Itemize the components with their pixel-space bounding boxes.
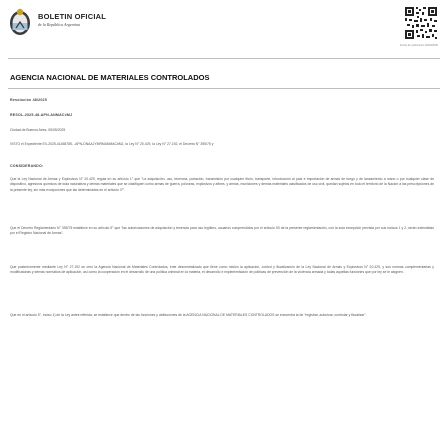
visto-paragraph: VISTO el Expediente EX-2025-41458785- -APN-DNAAJYMRMANMAC#MJ, la Ley N° 20.429, la Ley N° 27.192, el Decreto N° 395/75 y	[10, 142, 214, 146]
qr-caption: Fecha de publicación 00/00/0000	[399, 44, 438, 47]
considerando-label: CONSIDERANDO:	[10, 164, 44, 168]
resolution-number: Resolución 48/2025	[10, 98, 47, 102]
coat-of-arms-icon	[8, 8, 32, 36]
considerando-paragraph-2: Que el Decreto Reglamentario N° 395/75 establece en su artículo 5° que "las autorizaciones de adquisición y tenencia para uso legítimo, usuarios comprendidos por el artículo 53 de la presente reglamentación, con la sola excepción prevista por sus incisos 1 y 2, serán extendidas por el Registro Nacional de Armas".	[10, 226, 434, 236]
considerando-paragraph-4: Que en el artículo 5°, inciso 1) de la Ley antes referida, se establece que dentro de las funciones y atribuciones de la AGENCIA NACIONAL DE MATERIALES CONTROLADOS se encuentra la de "registrar, autorizar, controlar y fiscalizar".	[10, 313, 367, 317]
title-divider	[8, 88, 440, 89]
agency-title: AGENCIA NACIONAL DE MATERIALES CONTROLADOS	[10, 73, 210, 82]
qr-code-icon	[404, 6, 438, 40]
header-divider	[8, 58, 440, 59]
considerando-paragraph-3: Que posteriormente mediante Ley N° 27.192 se creó la Agencia Nacional de Materiales Controlados, ente descentralizado que tiene como misión la aplicación, control y fiscalización de la Ley Nacional de Armas y Explosivos N° 20.429, y sus normas complementarias y modificatorias y demás normativa de aplicación, así como la cooperación en el desarrollo de una política criminal en la materia, el desarrollo e implementación de políticas de prevención de la violencia armada y todas aquellas funciones que por ley se le asignen.	[10, 265, 434, 275]
brand-title: BOLETIN OFICIAL	[38, 12, 106, 21]
resolution-reference: RESOL-2025-48-APN-ANMAC#MJ	[10, 113, 73, 117]
place-date: Ciudad de Buenos Aires, 05/05/2025	[10, 128, 66, 132]
bulletin-header	[0, 0, 448, 58]
brand-subtitle: de la República Argentina	[38, 22, 80, 27]
considerando-paragraph-1: Que la Ley Nacional de Armas y Explosivos N° 20.429, regula en su artículo 1° que "La adquisición, uso, tenencia, portación, transmisión por cualquier título, transporte, introducción al país e importación de armas de fuego y de lanzamiento a mano o por cualquier clase de dispositivo, agresivos químicos de toda naturaleza y demás materiales que se clasifiquen como armas de guerra, pólvoras, explosivos y afines, y armas, municiones y demás materiales clasificados de uso civil, quedan sujetos en todo el territorio de la Nación a las prescripciones de la presente ley, sin más excepciones que las determinadas en el artículo 3°".	[10, 177, 434, 192]
